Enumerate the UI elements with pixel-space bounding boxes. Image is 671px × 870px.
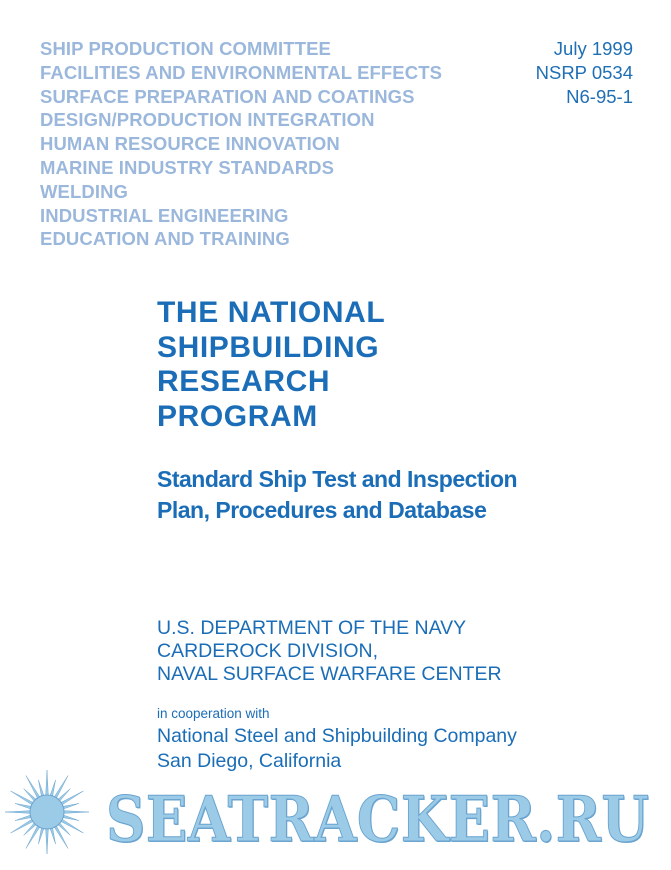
sun-ray [26,776,40,799]
report-title-line: Plan, Procedures and Database [157,497,487,523]
sun-ray [38,827,44,844]
program-title-line: SHIPBUILDING [157,330,380,364]
report-title-line: Standard Ship Test and Inspection [157,466,518,492]
sun-ray [60,819,83,833]
sun-ray [54,776,68,799]
sponsor-line: U.S. DEPARTMENT OF THE NAVY [157,617,467,639]
sun-ray [26,825,40,848]
sun-ray [62,803,79,809]
sponsor-line: NAVAL SURFACE WARFARE CENTER [157,663,502,686]
watermark-text: SEATRACKER.RU [106,782,650,856]
publication-date: July 1999 [553,38,633,59]
committee-item: MARINE INDUSTRY STANDARDS [40,156,335,178]
committee-item: DESIGN/PRODUCTION INTEGRATION [40,109,375,131]
sun-ray [46,828,49,854]
sun-ray [54,825,68,848]
sun-ray [11,819,34,833]
sponsor-line: CARDEROCK DIVISION, [157,640,379,663]
partner-block [157,724,517,773]
sun-ray [50,827,56,844]
project-code: N6-95-1 [566,85,633,107]
committee-list [40,37,442,251]
program-title-line: PROGRAM [157,399,318,433]
sun-disc [30,795,64,829]
sun-ray [38,780,44,797]
program-title-line: THE NATIONAL [157,296,386,329]
committee-item: INDUSTRIAL ENGINEERING [40,204,289,226]
committee-item: WELDING [40,180,129,202]
report-title [157,464,517,526]
committee-item: SURFACE PREPARATION AND COATINGS [40,85,415,107]
partner-name: National Steel and Shipbuilding Company [157,725,517,747]
sun-ray [60,791,83,805]
committee-item: HUMAN RESOURCE INNOVATION [40,133,340,155]
sun-ray [50,780,56,797]
partner-location: San Diego, California [157,749,342,772]
cooperation-label: in cooperation with [157,706,270,721]
sun-ray [15,803,32,809]
sun-ray [11,791,34,805]
report-number: NSRP 0534 [535,61,633,83]
program-title-line: RESEARCH [157,365,331,398]
sun-ray [15,815,32,821]
sun-ray [62,815,79,821]
committee-item: EDUCATION AND TRAINING [40,228,290,250]
sponsor-block [157,617,502,687]
sun-ray [5,811,31,814]
committee-item: FACILITIES AND ENVIRONMENTAL EFFECTS [40,61,443,83]
committee-item: SHIP PRODUCTION COMMITTEE [40,38,331,59]
program-title [157,296,385,434]
sun-ray [63,811,89,814]
sun-ray [46,770,49,796]
document-meta [536,37,633,108]
sun-icon [5,770,89,854]
